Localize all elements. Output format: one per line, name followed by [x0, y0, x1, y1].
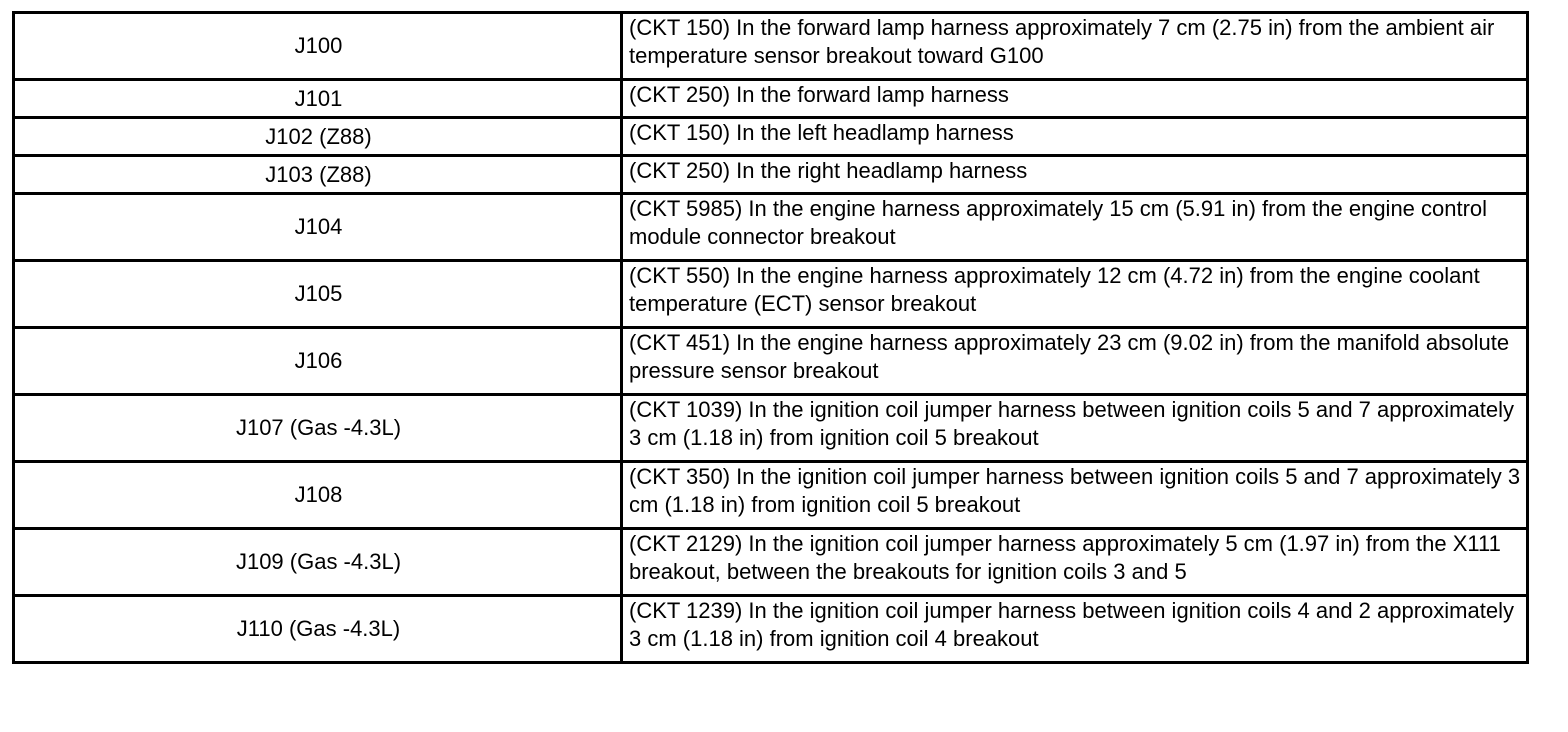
splice-id-cell: J100	[14, 13, 622, 80]
splice-location-cell: (CKT 350) In the ignition coil jumper harness between ignition coils 5 and 7 approximately 3 cm (1.18 in) from ignition coil 5 breakout	[622, 462, 1528, 529]
table-row	[14, 328, 1528, 395]
splice-location-cell: (CKT 250) In the right headlamp harness	[622, 156, 1528, 194]
table-row	[14, 80, 1528, 118]
table-row	[14, 529, 1528, 596]
table-row	[14, 462, 1528, 529]
splice-location-cell: (CKT 451) In the engine harness approximately 23 cm (9.02 in) from the manifold absolute pressure sensor breakout	[622, 328, 1528, 395]
splice-id-cell: J106	[14, 328, 622, 395]
splice-location-table	[12, 11, 1529, 664]
splice-id-cell: J108	[14, 462, 622, 529]
splice-location-cell: (CKT 250) In the forward lamp harness	[622, 80, 1528, 118]
table-row	[14, 261, 1528, 328]
splice-location-cell: (CKT 1239) In the ignition coil jumper harness between ignition coils 4 and 2 approximately 3 cm (1.18 in) from ignition coil 4 breakout	[622, 596, 1528, 663]
splice-location-cell: (CKT 550) In the engine harness approximately 12 cm (4.72 in) from the engine coolant temperature (ECT) sensor breakout	[622, 261, 1528, 328]
table-row	[14, 13, 1528, 80]
splice-location-cell: (CKT 5985) In the engine harness approximately 15 cm (5.91 in) from the engine control module connector breakout	[622, 194, 1528, 261]
splice-id-cell: J107 (Gas -4.3L)	[14, 395, 622, 462]
splice-location-cell: (CKT 1039) In the ignition coil jumper harness between ignition coils 5 and 7 approximately 3 cm (1.18 in) from ignition coil 5 breakout	[622, 395, 1528, 462]
splice-location-cell: (CKT 2129) In the ignition coil jumper harness approximately 5 cm (1.97 in) from the X111 breakout, between the breakouts for ignition coils 3 and 5	[622, 529, 1528, 596]
splice-id-cell: J104	[14, 194, 622, 261]
table-row	[14, 118, 1528, 156]
table-row	[14, 395, 1528, 462]
splice-id-cell: J101	[14, 80, 622, 118]
table-row	[14, 156, 1528, 194]
table-body	[14, 13, 1528, 663]
splice-id-cell: J102 (Z88)	[14, 118, 622, 156]
table-row	[14, 596, 1528, 663]
splice-location-cell: (CKT 150) In the forward lamp harness approximately 7 cm (2.75 in) from the ambient air temperature sensor breakout toward G100	[622, 13, 1528, 80]
splice-id-cell: J109 (Gas -4.3L)	[14, 529, 622, 596]
splice-id-cell: J105	[14, 261, 622, 328]
splice-id-cell: J103 (Z88)	[14, 156, 622, 194]
splice-id-cell: J110 (Gas -4.3L)	[14, 596, 622, 663]
splice-location-cell: (CKT 150) In the left headlamp harness	[622, 118, 1528, 156]
table-row	[14, 194, 1528, 261]
